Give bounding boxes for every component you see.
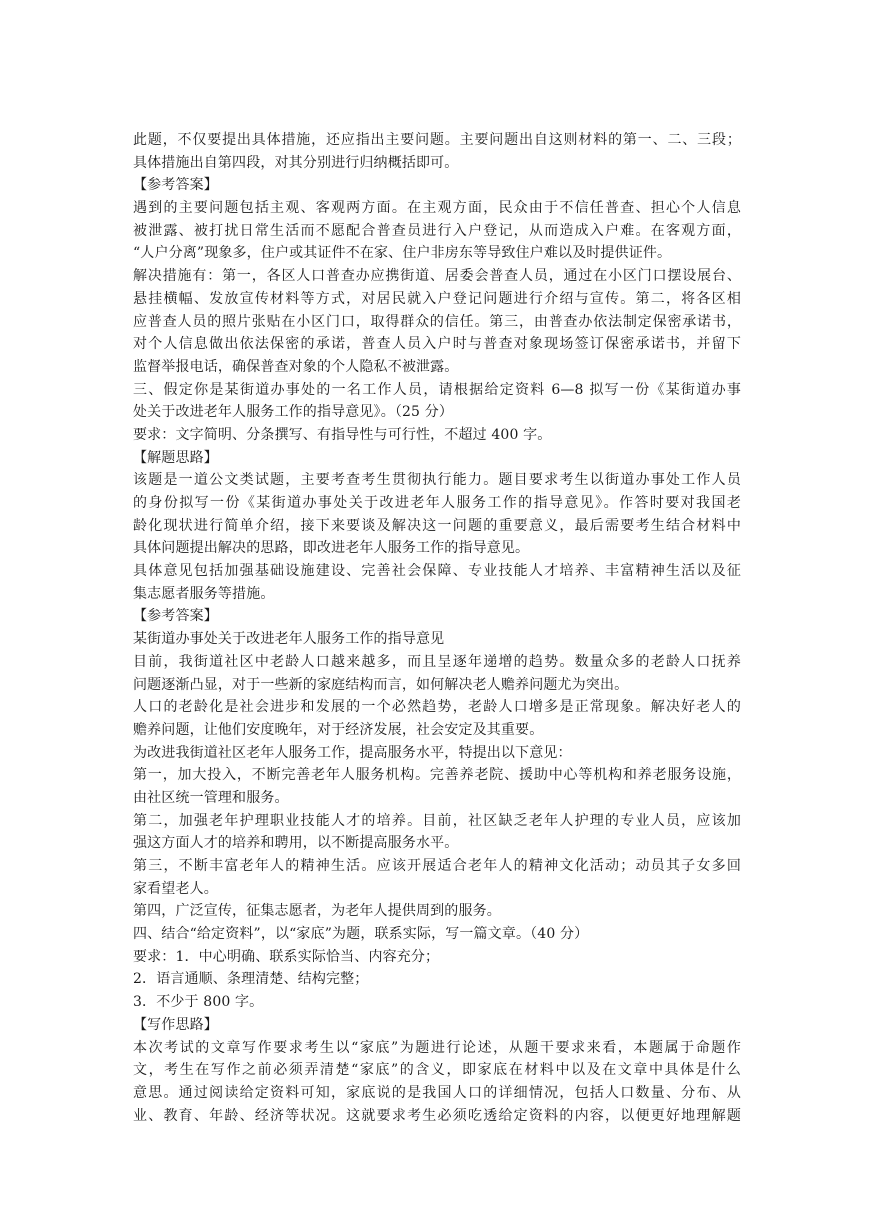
document-page <box>133 129 741 1127</box>
text-line: 的身份拟写一份《某街道办事处关于改进老年人服务工作的指导意见》。作答时要对我国老 <box>133 495 741 511</box>
text-line: 第二，加强老年护理职业技能人才的培养。目前，社区缺乏老年人护理的专业人员，应该加 <box>133 812 741 829</box>
text-line: 处关于改进老年人服务工作的指导意见》。（25 分） <box>133 404 454 421</box>
text-line: 第四，广泛宣传，征集志愿者，为老年人提供周到的服务。 <box>133 903 501 920</box>
text-line: 三、假定你是某街道办事处的一名工作人员，请根据给定资料 6—8 拟写一份《某街道办事 <box>133 381 741 398</box>
text-line: 被泄露、被打扰日常生活而不愿配合普查员进行入户登记，从而造成入户难。在客观方面， <box>133 222 741 239</box>
text-line: 强这方面人才的培养和聘用，以不断提高服务水平。 <box>133 835 459 852</box>
text-line: 遇到的主要问题包括主观、客观两方面。在主观方面，民众由于不信任普查、担心个人信息 <box>133 200 741 217</box>
text-line: 家看望老人。 <box>133 880 218 897</box>
text-line: 第三，不断丰富老年人的精神生活。应该开展适合老年人的精神文化活动；动员其子女多回 <box>133 858 741 874</box>
text-line: 该题是一道公文类试题，主要考查考生贯彻执行能力。题目要求考生以街道办事处工作人员 <box>133 472 741 489</box>
text-line: 此题，不仅要提出具体措施，还应指出主要问题。主要问题出自这则材料的第一、二、三段； <box>133 132 741 148</box>
text-line: 为改进我街道社区老年人服务工作，提高服务水平，特提出以下意见： <box>133 744 572 761</box>
text-line: “人户分离”现象多，住户或其证件不在家、住户非房东等导致住户难以及时提供证件。 <box>133 245 672 262</box>
text-line: 2．语言通顺、条理清楚、结构完整； <box>133 971 369 988</box>
text-line: 龄化现状进行简单介绍，接下来要谈及解决这一问题的重要意义，最后需要考生结合材料中 <box>133 517 741 534</box>
text-line: 赡养问题，让他们安度晚年，对于经济发展，社会安定及其重要。 <box>133 721 544 738</box>
text-line: 悬挂横幅、发放宣传材料等方式，对居民就入户登记问题进行介绍与宣传。第二，将各区相 <box>133 290 741 307</box>
text-line: 人口的老龄化是社会进步和发展的一个必然趋势，老龄人口增多是正常现象。解决好老人的 <box>133 699 741 716</box>
text-line: 具体意见包括加强基础设施建设、完善社会保障、专业技能人才培养、丰富精神生活以及征 <box>133 563 741 580</box>
text-line: 某街道办事处关于改进老年人服务工作的指导意见 <box>133 631 445 648</box>
section-heading: 【参考答案】 <box>133 608 218 625</box>
text-line: 要求：文字简明、分条撰写、有指导性与可行性，不超过 400 字。 <box>133 426 552 443</box>
section-heading: 【解题思路】 <box>133 449 218 466</box>
text-line: 问题逐渐凸显，对于一些新的家庭结构而言，如何解决老人赡养问题尤为突出。 <box>133 676 629 693</box>
section-heading: 【写作思路】 <box>133 1016 218 1033</box>
text-line: 对个人信息做出依法保密的承诺，普查人员入户时与普查对象现场签订保密承诺书，并留下 <box>133 336 741 353</box>
text-line: 解决措施有：第一，各区人口普查办应携街道、居委会普查人员，通过在小区门口摆设展台、 <box>133 268 741 285</box>
text-line: 第一，加大投入，不断完善老年人服务机构。完善养老院、援助中心等机构和养老服务设施， <box>133 767 741 784</box>
text-line: 本次考试的文章写作要求考生以“家底”为题进行论述，从题干要求来看，本题属于命题作 <box>133 1039 741 1056</box>
text-line: 集志愿者服务等措施。 <box>133 585 275 602</box>
text-line: 意思。通过阅读给定资料可知，家底说的是我国人口的详细情况，包括人口数量、分布、从 <box>133 1084 741 1101</box>
text-line: 具体措施出自第四段，对其分别进行归纳概括即可。 <box>133 154 459 171</box>
text-line: 四、结合“给定资料”，以“家底”为题，联系实际，写一篇文章。（40 分） <box>133 926 589 943</box>
text-line: 监督举报电话，确保普查对象的个人隐私不被泄露。 <box>133 358 459 375</box>
text-line: 应普查人员的照片张贴在小区门口，取得群众的信任。第三，由普查办依法制定保密承诺书， <box>133 313 741 330</box>
text-line: 目前，我街道社区中老龄人口越来越多，而且呈逐年递增的趋势。数量众多的老龄人口抚养 <box>133 653 741 670</box>
text-line: 3．不少于 800 字。 <box>133 994 264 1011</box>
text-line: 要求：1．中心明确、联系实际恰当、内容充分； <box>133 948 440 965</box>
section-heading: 【参考答案】 <box>133 177 218 194</box>
text-line: 具体问题提出解决的思路，即改进老年人服务工作的指导意见。 <box>133 540 530 557</box>
text-line: 文，考生在写作之前必须弄清楚“家底”的含义，即家底在材料中以及在文章中具体是什么 <box>133 1062 741 1079</box>
text-line: 由社区统一管理和服务。 <box>133 789 289 806</box>
text-line: 业、教育、年龄、经济等状况。这就要求考生必须吃透给定资料的内容，以便更好地理解题 <box>133 1107 741 1124</box>
